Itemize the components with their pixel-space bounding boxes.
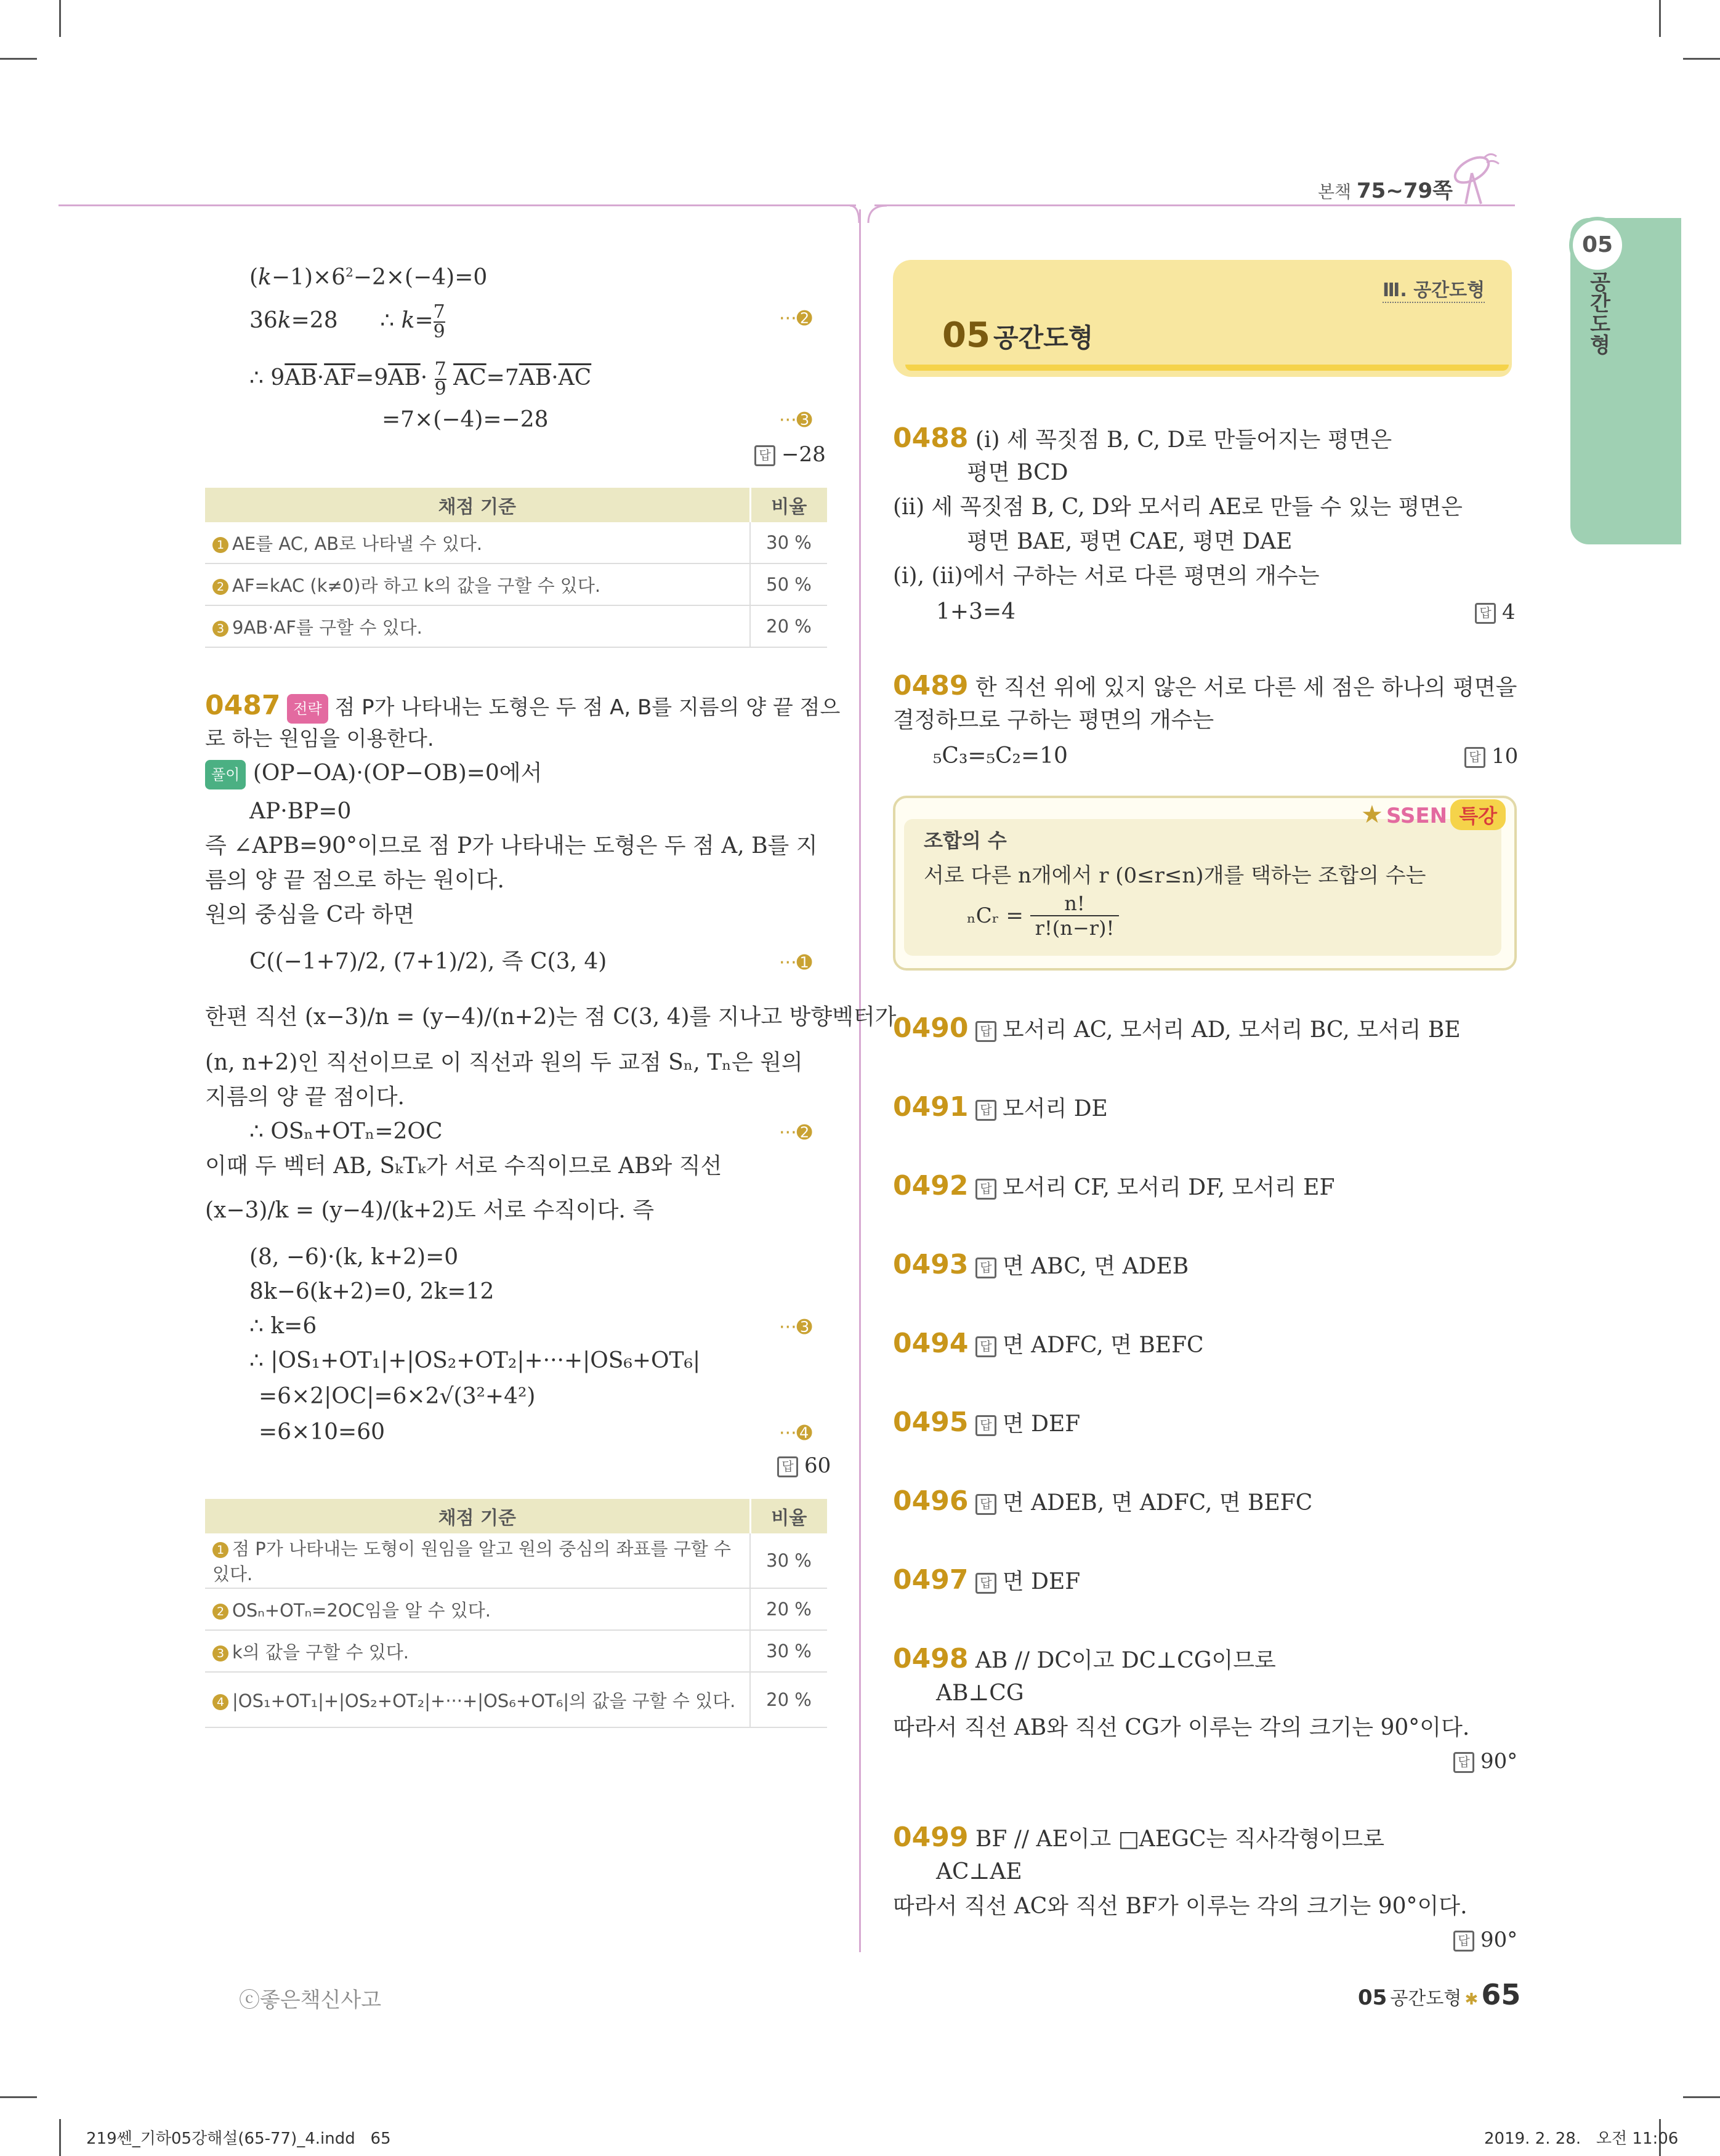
table-row (205, 1588, 827, 1630)
step-number-icon: 3 (212, 1645, 228, 1661)
problem-number: 0489 (893, 670, 969, 701)
chapter-title (942, 315, 1093, 355)
answer-box-icon: 답 (754, 445, 775, 466)
crop-mark (59, 0, 61, 37)
chapter-part: Ⅲ. 공간도형 (1383, 275, 1485, 303)
answer-0498 (1453, 1749, 1517, 1774)
table-cell-criterion: OSₙ+OTₙ=2OC임을 알 수 있다. (232, 1599, 491, 1621)
side-tab-number: 05 (1569, 217, 1626, 273)
solution-line: 1+3=4 (936, 599, 1016, 624)
solution-line: 한편 직선 (x−3)/n = (y−4)/(n+2)는 점 C(3, 4)를 지나고 방향벡터가 (205, 1004, 897, 1030)
table-header-criteria: 채점 기준 (205, 488, 750, 522)
problem-number: 0499 (893, 1822, 969, 1853)
answer-text: 면 ADEB, 면 ADFC, 면 BEFC (1002, 1490, 1313, 1516)
right-column-top-rule (874, 204, 1515, 206)
solution-tag: 풀이 (205, 760, 246, 789)
divider-curl (850, 204, 887, 229)
solution-line: 원의 중심을 C라 하면 (205, 902, 415, 927)
solution-line: (i) 세 꼭짓점 B, C, D로 만들어지는 평면은 (975, 427, 1392, 453)
chapter-banner-edge (905, 365, 1509, 371)
chapter-number: 05 (942, 315, 990, 355)
special-box-badge (1361, 799, 1506, 830)
table-header-ratio: 비율 (750, 488, 827, 522)
answer-value: 10 (1492, 744, 1519, 769)
step-number-icon: 4 (212, 1694, 228, 1710)
footer-chapter-number: 05 (1358, 1985, 1387, 2010)
answer-0487 (777, 1453, 831, 1478)
answer-value: 90° (1480, 1749, 1518, 1774)
solution-line: AB // DC이고 DC⊥CG이므로 (975, 1648, 1276, 1673)
answer-text: 면 DEF (1002, 1569, 1081, 1594)
solution-line: 따라서 직선 AC와 직선 BF가 이루는 각의 크기는 90°이다. (893, 1894, 1468, 1919)
crop-mark (1683, 58, 1720, 60)
solution-line: =6×2|OC|=6×2√(3²+4²) (259, 1384, 536, 1409)
calc-line-2: 36k=28 ∴ k= $\frac{7}{9}$ (249, 301, 445, 342)
problem-number: 0493 (893, 1249, 969, 1280)
answer-box-icon: 답 (777, 1456, 798, 1477)
answer-box-icon: 답 (975, 1021, 996, 1042)
answer-box-icon: 답 (1453, 1752, 1474, 1773)
calc-line-4: =7×(−4)=−28 (382, 407, 549, 432)
table-row (205, 1630, 827, 1672)
solution-line: 한 직선 위에 있지 않은 서로 다른 세 점은 하나의 평면을 (975, 675, 1517, 700)
answer-text: 면 ADFC, 면 BEFC (1002, 1333, 1204, 1358)
crop-mark (59, 2119, 61, 2156)
problem-0491 (893, 1091, 1108, 1123)
answer-value: 4 (1502, 600, 1516, 624)
problem-0487-header (205, 692, 840, 724)
answer-text: 모서리 CF, 모서리 DF, 모서리 EF (1002, 1175, 1335, 1200)
calc-line-1: $(k-1)\times 6^2-2\times(-4)=0$ (249, 265, 488, 290)
special-box-text: 서로 다른 n개에서 r (0≤r≤n)개를 택하는 조합의 수는 (924, 863, 1426, 888)
special-badge: 특강 (1450, 799, 1506, 830)
satellite-dish-icon (1441, 145, 1503, 207)
problem-0497 (893, 1564, 1081, 1596)
solution-line (205, 760, 542, 789)
page-reference-pages: 75~79쪽 (1357, 179, 1453, 203)
problem-0498-line (893, 1645, 1276, 1674)
solution-line: =6×10=60 (259, 1419, 386, 1445)
step-number-icon: 2 (212, 579, 228, 595)
column-divider (859, 209, 861, 1952)
table-cell-criterion: AE를 AC, AB로 나타낼 수 있다. (232, 533, 483, 554)
solution-line: 평면 BAE, 평면 CAE, 평면 DAE (967, 529, 1293, 554)
problem-0490 (893, 1012, 1461, 1044)
table-row (205, 1533, 827, 1588)
solution-line: 이때 두 벡터 AB, SₖTₖ가 서로 수직이므로 AB와 직선 (205, 1153, 722, 1179)
answer-box-icon: 답 (975, 1415, 996, 1436)
special-box-formula (967, 892, 1119, 940)
solution-line: 결정하므로 구하는 평면의 개수는 (893, 708, 1214, 733)
problem-0493 (893, 1251, 1189, 1280)
solution-line: ∴ |OS₁+OT₁|+|OS₂+OT₂|+···+|OS₆+OT₆| (249, 1348, 701, 1373)
step-mark: ···➌ (779, 1317, 812, 1338)
answer-value: 90° (1480, 1928, 1518, 1952)
answer-text: 면 ABC, 면 ADEB (1002, 1254, 1189, 1279)
answer-box-icon: 답 (975, 1573, 996, 1594)
table-cell-ratio: 20 % (750, 605, 827, 647)
problem-0496 (893, 1485, 1313, 1517)
table-cell-ratio: 20 % (750, 1672, 827, 1727)
solution-line: (n, n+2)인 직선이므로 이 직선과 원의 두 교점 Sₙ, Tₙ은 원의 (205, 1050, 803, 1075)
crop-mark (1659, 0, 1661, 37)
special-box-title: 조합의 수 (924, 829, 1007, 852)
table-cell-criterion: k의 값을 구할 수 있다. (232, 1641, 409, 1663)
solution-line: AB⊥CG (936, 1681, 1024, 1706)
answer-0486 (754, 442, 826, 467)
table-cell-ratio: 30 % (750, 522, 827, 563)
table-cell-ratio: 30 % (750, 1630, 827, 1672)
left-column-top-rule (59, 204, 856, 206)
scoring-table-1 (205, 488, 827, 648)
answer-text: 모서리 AC, 모서리 AD, 모서리 BC, 모서리 BE (1002, 1017, 1461, 1043)
answer-box-icon: 답 (1453, 1931, 1474, 1952)
answer-text: 면 DEF (1002, 1411, 1081, 1437)
answer-box-icon: 답 (1464, 747, 1485, 768)
solution-line: 름의 양 끝 점으로 하는 원이다. (205, 868, 504, 893)
table-cell-ratio: 20 % (750, 1588, 827, 1630)
step-mark: ···➋ (779, 308, 812, 329)
page-number: 65 (1481, 1978, 1521, 2011)
side-tab-label: 공간도형 (1586, 271, 1610, 355)
problem-number: 0496 (893, 1485, 969, 1517)
answer-0488 (1475, 600, 1516, 624)
answer-box-icon: 답 (975, 1336, 996, 1357)
problem-0489-line (893, 672, 1517, 701)
problem-number: 0494 (893, 1328, 969, 1359)
answer-box-icon: 답 (1475, 603, 1496, 624)
publisher-mark: ⓒ좋은책신사고 (239, 1988, 382, 2013)
solution-line: 8k−6(k+2)=0, 2k=12 (249, 1279, 495, 1304)
step-number-icon: 3 (212, 621, 228, 637)
solution-line: (ii) 세 꼭짓점 B, C, D와 모서리 AE로 만들 수 있는 평면은 (893, 495, 1463, 520)
table-row (205, 605, 827, 647)
answer-value: −28 (781, 442, 826, 467)
problem-0495 (893, 1409, 1080, 1438)
table-row (205, 522, 827, 563)
problem-number: 0490 (893, 1012, 969, 1044)
star-icon: ★ (1361, 801, 1383, 829)
step-mark: ···➌ (779, 410, 812, 431)
solution-line: 지름의 양 끝 점이다. (205, 1084, 405, 1110)
step-number-icon: 1 (212, 537, 228, 553)
crop-mark (1683, 2096, 1720, 2098)
table-cell-criterion: 9AB·AF를 구할 수 있다. (232, 616, 422, 638)
step-number-icon: 2 (212, 1604, 228, 1620)
solution-line: 즉 ∠APB=90°이므로 점 P가 나타내는 도형은 두 점 A, B를 지 (205, 833, 818, 858)
problem-number: 0497 (893, 1564, 969, 1596)
problem-number: 0487 (205, 690, 281, 721)
strategy-text-2: 로 하는 원임을 이용한다. (205, 727, 434, 751)
table-header-ratio: 비율 (750, 1499, 827, 1533)
answer-text: 모서리 DE (1002, 1096, 1108, 1121)
solution-line: (x−3)/k = (y−4)/(k+2)도 서로 수직이다. 즉 (205, 1198, 655, 1223)
formula-denominator: r!(n−r)! (1035, 916, 1115, 940)
solution-line: (i), (ii)에서 구하는 서로 다른 평면의 개수는 (893, 563, 1320, 589)
calc-line-3: ∴ $9\overline{AB}\cdot\overline{AF}=9\overline{AB}\cdot$ $\frac{7}{9}$ $\overline{AC}=7\overline{AB}\cdot\overline{AC}$ (249, 358, 592, 400)
solution-line: 따라서 직선 AB와 직선 CG가 이루는 각의 크기는 90°이다. (893, 1715, 1470, 1740)
answer-box-icon: 답 (975, 1258, 996, 1278)
solution-line: ∴ OSₙ+OTₙ=2OC (249, 1119, 443, 1144)
solution-line: BF // AE이고 □AEGC는 직사각형이므로 (975, 1827, 1385, 1852)
file-slug: 219쎈_기하05강해설(65-77)_4.indd 65 (86, 2130, 391, 2148)
formula-lhs: ₙCᵣ = (967, 903, 1024, 928)
solution-line-1: (OP−OA)·(OP−OB)=0에서 (252, 761, 543, 786)
table-cell-criterion: 점 P가 나타내는 도형이 원임을 알고 원의 중심의 좌표를 구할 수 있다. (212, 1538, 732, 1585)
step-mark: ···➊ (779, 952, 812, 974)
step-number-icon: 1 (212, 1542, 228, 1558)
formula-numerator: n! (1030, 892, 1120, 916)
solution-line: ∴ k=6 (249, 1314, 317, 1339)
chapter-name: 공간도형 (993, 323, 1094, 353)
answer-value: 60 (804, 1453, 831, 1478)
table-row (205, 563, 827, 605)
solution-line: AP·BP=0 (249, 799, 352, 824)
answer-box-icon: 답 (975, 1494, 996, 1515)
scoring-table-2 (205, 1499, 827, 1728)
problem-0499-line (893, 1824, 1384, 1853)
answer-box-icon: 답 (975, 1179, 996, 1200)
solution-line: 평면 BCD (967, 460, 1068, 485)
footer-star-icon: ✱ (1464, 1990, 1479, 2009)
solution-line: (8, −6)·(k, k+2)=0 (249, 1245, 459, 1270)
problem-number: 0488 (893, 422, 969, 454)
page-reference (1318, 174, 1453, 204)
problem-0494 (893, 1330, 1204, 1359)
footer-chapter-title: 공간도형 (1390, 1988, 1462, 2009)
solution-line: ₅C₃=₅C₂=10 (933, 743, 1068, 769)
table-cell-ratio: 30 % (750, 1533, 827, 1588)
brand-label: SSEN (1386, 804, 1448, 828)
problem-number: 0498 (893, 1643, 969, 1674)
solution-line: C((−1+7)/2, (7+1)/2), 즉 C(3, 4) (249, 949, 607, 974)
print-date: 2019. 2. 28. 오전 11:06 (1484, 2130, 1679, 2148)
answer-0489 (1464, 744, 1518, 769)
table-cell-criterion: AF=kAC (k≠0)라 하고 k의 값을 구할 수 있다. (232, 575, 601, 596)
table-cell-criterion: |OS₁+OT₁|+|OS₂+OT₂|+···+|OS₆+OT₆|의 값을 구할 수 있다. (232, 1690, 736, 1711)
problem-0492 (893, 1170, 1335, 1201)
table-header-criteria: 채점 기준 (205, 1499, 750, 1533)
strategy-text-1: 점 P가 나타내는 도형은 두 점 A, B를 지름의 양 끝 점으 (334, 695, 841, 720)
footer-chapter (1358, 1978, 1520, 2011)
page-reference-prefix: 본책 (1318, 182, 1352, 202)
problem-number: 0491 (893, 1091, 969, 1123)
crop-mark (0, 2096, 37, 2098)
crop-mark (0, 58, 37, 60)
problem-number: 0492 (893, 1170, 969, 1201)
table-cell-ratio: 50 % (750, 563, 827, 605)
problem-0488-line (893, 422, 1392, 454)
answer-box-icon: 답 (975, 1100, 996, 1121)
answer-0499 (1453, 1928, 1517, 1952)
step-mark: ···➋ (779, 1122, 812, 1144)
strategy-tag: 전략 (287, 694, 328, 724)
table-row (205, 1672, 827, 1727)
problem-number: 0495 (893, 1407, 969, 1438)
solution-line: AC⊥AE (936, 1859, 1022, 1884)
step-mark: ···➍ (779, 1423, 812, 1444)
